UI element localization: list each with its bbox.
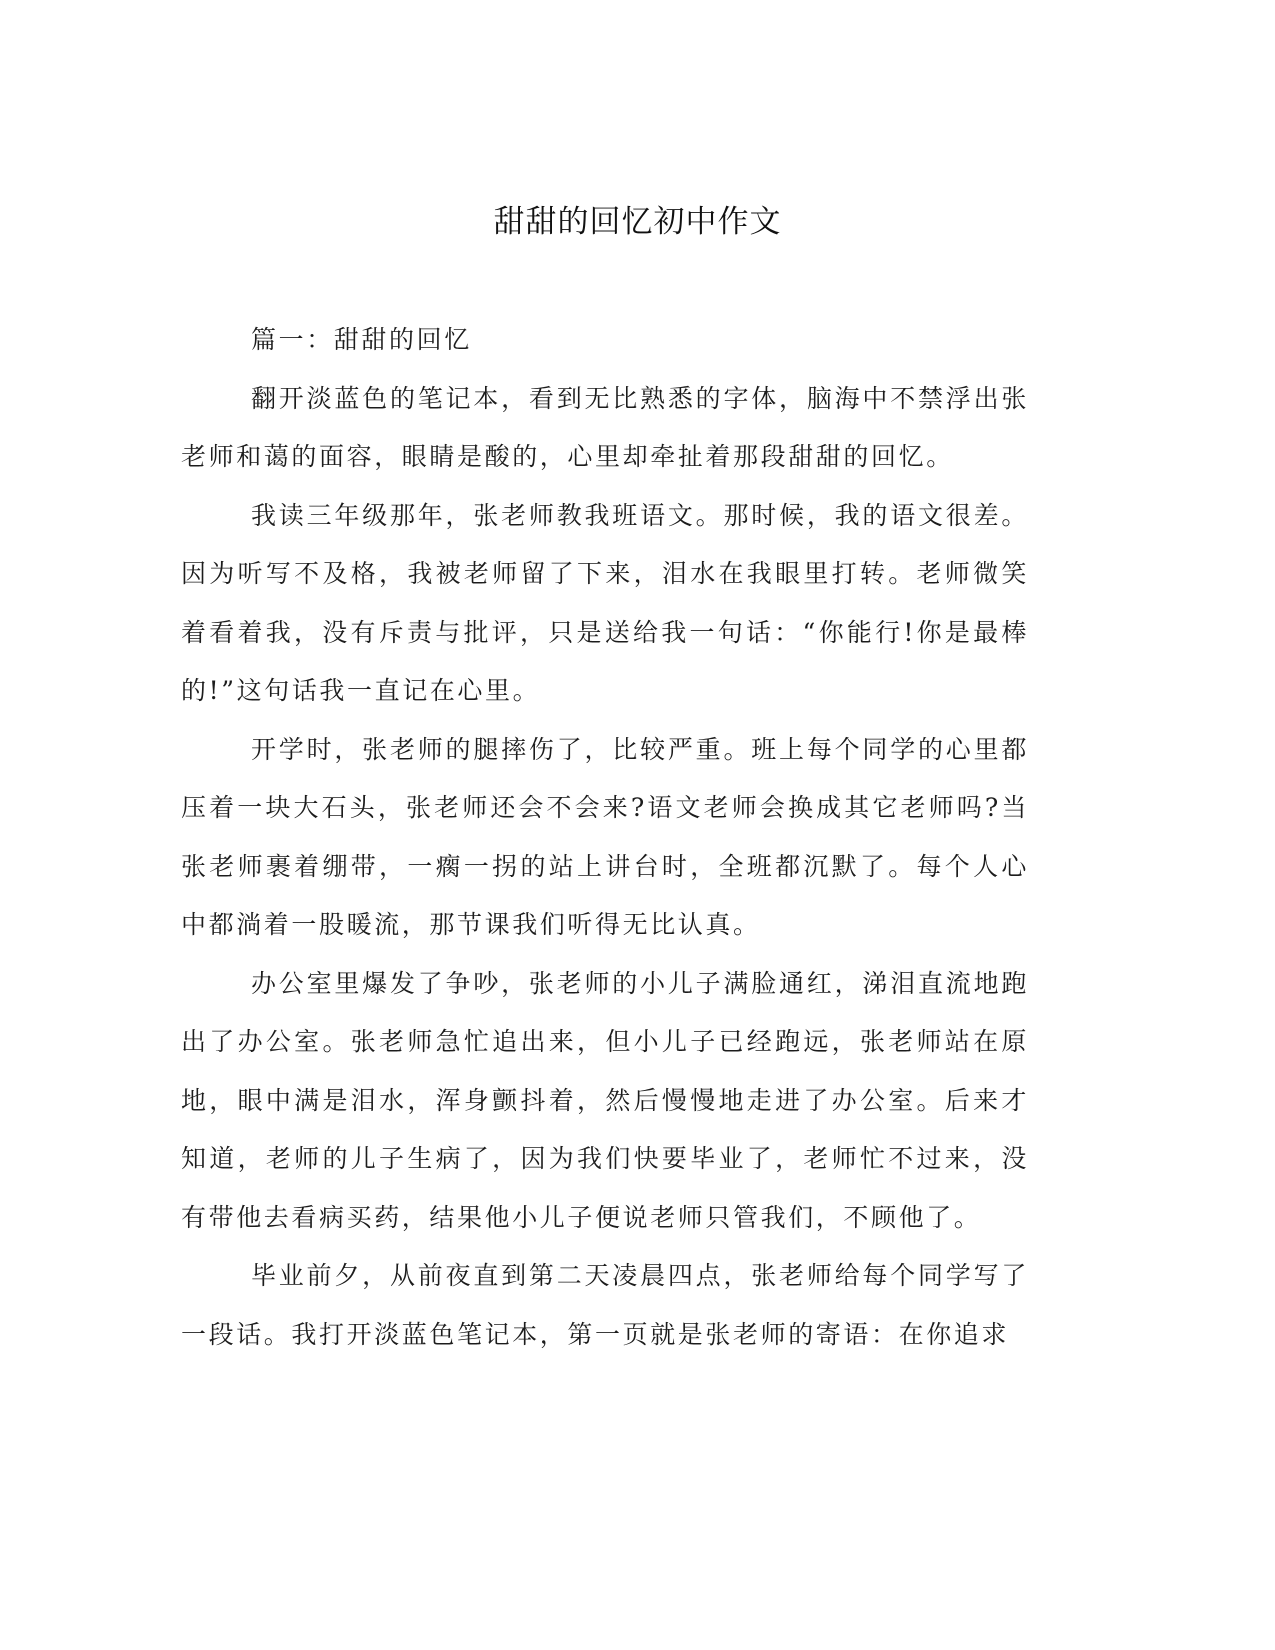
paragraph: 毕业前夕，从前夜直到第二天凌晨四点，张老师给每个同学写了一段话。我打开淡蓝色笔记本，第一页就是张老师的寄语：在你追求 bbox=[181, 1261, 1029, 1349]
paragraph: 办公室里爆发了争吵，张老师的小儿子满脸通红，涕泪直流地跑出了办公室。张老师急忙追出来，但小儿子已经跑远，张老师站在原地，眼中满是泪水，浑身颤抖着，然后慢慢地走进了办公室。后来才知道，老师的儿子生病了，因为我们快要毕业了，老师忙不过来，没有带他去看病买药，结果他小儿子便说老师只管我们，不顾他了。 bbox=[181, 968, 1029, 1232]
paragraph: 翻开淡蓝色的笔记本，看到无比熟悉的字体，脑海中不禁浮出张老师和蔼的面容，眼睛是酸的，心里却牵扯着那段甜甜的回忆。 bbox=[181, 383, 1029, 471]
document-title: 甜甜的回忆初中作文 bbox=[493, 204, 782, 240]
paragraph: 我读三年级那年，张老师教我班语文。那时候，我的语文很差。因为听写不及格，我被老师留了下来，泪水在我眼里打转。老师微笑着看着我，没有斥责与批评，只是送给我一句话：“你能行!你是最棒的!”这句话我一直记在心里。 bbox=[181, 500, 1029, 705]
paragraph: 开学时，张老师的腿摔伤了，比较严重。班上每个同学的心里都压着一块大石头，张老师还会不会来?语文老师会换成其它老师吗?当张老师裹着绷带，一瘸一拐的站上讲台时，全班都沉默了。每个人心中都淌着一股暖流，那节课我们听得无比认真。 bbox=[181, 734, 1029, 939]
essay-body bbox=[181, 311, 1029, 1364]
section-heading: 篇一：甜甜的回忆 bbox=[251, 325, 472, 354]
